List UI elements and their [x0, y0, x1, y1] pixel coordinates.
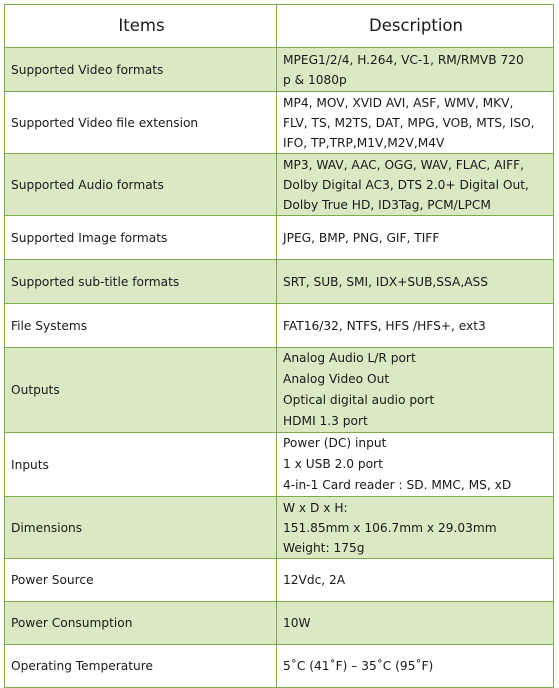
table-row	[5, 216, 554, 260]
description-cell	[277, 348, 554, 433]
table-row	[5, 92, 554, 154]
description-line: 4-in-1 Card reader : SD. MMC, MS, xD	[283, 478, 512, 492]
table-header-row	[5, 5, 554, 48]
table-row	[5, 154, 554, 216]
item-cell: Supported Video formats	[5, 48, 277, 92]
description-line: JPEG, BMP, PNG, GIF, TIFF	[283, 230, 440, 245]
description-line: Analog Video Out	[283, 372, 390, 386]
items-column-header: Items	[5, 5, 277, 48]
description-cell	[277, 645, 554, 688]
description-cell	[277, 559, 554, 602]
item-cell: Power Consumption	[5, 602, 277, 645]
table-row	[5, 304, 554, 348]
description-line: Dolby True HD, ID3Tag, PCM/LPCM	[283, 197, 491, 212]
item-cell: Operating Temperature	[5, 645, 277, 688]
description-cell	[277, 216, 554, 260]
description-line: 1 x USB 2.0 port	[283, 457, 383, 471]
description-line: FLV, TS, M2TS, DAT, MPG, VOB, MTS, ISO,	[283, 115, 535, 130]
table-row	[5, 497, 554, 559]
description-cell	[277, 497, 554, 559]
description-line: MP3, WAV, AAC, OGG, WAV, FLAC, AIFF,	[283, 157, 524, 172]
item-cell: Supported Audio formats	[5, 154, 277, 216]
specifications-table	[4, 4, 554, 688]
table-row	[5, 348, 554, 433]
description-line: FAT16/32, NTFS, HFS /HFS+, ext3	[283, 318, 486, 333]
description-line: IFO, TP,TRP,M1V,M2V,M4V	[283, 135, 445, 150]
description-line: W x D x H:	[283, 500, 348, 515]
item-cell: Supported Image formats	[5, 216, 277, 260]
description-cell	[277, 48, 554, 92]
table-row	[5, 260, 554, 304]
item-cell: Power Source	[5, 559, 277, 602]
description-line: 10W	[283, 616, 311, 630]
table-row	[5, 48, 554, 92]
item-cell: Dimensions	[5, 497, 277, 559]
table-body	[5, 48, 554, 688]
description-cell	[277, 154, 554, 216]
description-line: Analog Audio L/R port	[283, 351, 416, 365]
description-line: 151.85mm x 106.7mm x 29.03mm	[283, 520, 497, 535]
table-row	[5, 645, 554, 688]
description-line: 5˚C (41˚F) – 35˚C (95˚F)	[283, 659, 434, 673]
description-line: SRT, SUB, SMI, IDX+SUB,SSA,ASS	[283, 274, 489, 289]
item-cell: Supported sub-title formats	[5, 260, 277, 304]
description-cell	[277, 433, 554, 497]
table-row	[5, 559, 554, 602]
table-row	[5, 602, 554, 645]
description-cell	[277, 602, 554, 645]
table-row	[5, 433, 554, 497]
description-line: Optical digital audio port	[283, 393, 435, 407]
description-line: p & 1080p	[283, 72, 347, 87]
item-cell: File Systems	[5, 304, 277, 348]
item-cell: Inputs	[5, 433, 277, 497]
item-cell: Supported Video file extension	[5, 92, 277, 154]
description-line: Dolby Digital AC3, DTS 2.0+ Digital Out,	[283, 177, 529, 192]
description-line: MPEG1/2/4, H.264, VC-1, RM/RMVB 720	[283, 52, 524, 67]
description-line: Power (DC) input	[283, 436, 387, 450]
description-cell	[277, 304, 554, 348]
description-column-header: Description	[277, 5, 554, 48]
description-line: HDMI 1.3 port	[283, 414, 368, 428]
description-line: 12Vdc, 2A	[283, 573, 346, 587]
description-line: Weight: 175g	[283, 540, 365, 555]
item-cell: Outputs	[5, 348, 277, 433]
description-line: MP4, MOV, XVID AVI, ASF, WMV, MKV,	[283, 95, 514, 110]
description-cell	[277, 92, 554, 154]
description-cell	[277, 260, 554, 304]
